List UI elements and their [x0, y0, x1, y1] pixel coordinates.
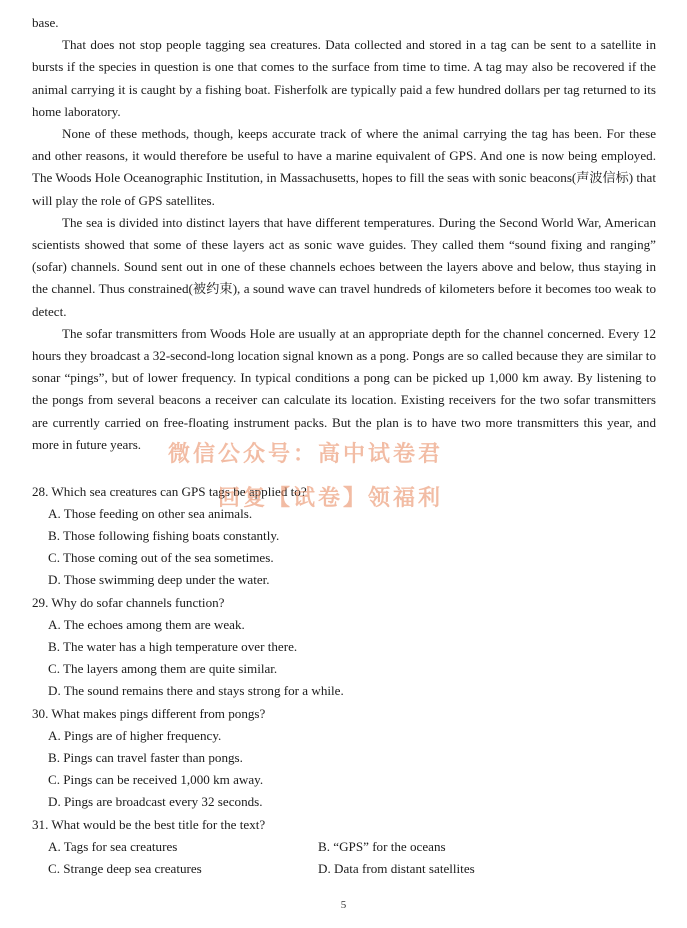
- question-31-option-b: B. “GPS” for the oceans: [318, 839, 446, 854]
- question-29-stem: 29. Why do sofar channels function?: [32, 595, 225, 610]
- question-30-stem: 30. What makes pings different from pongs?: [32, 706, 266, 721]
- question-30-option-c: C. Pings can be received 1,000 km away.: [48, 772, 264, 787]
- question-28-option-d: D. Those swimming deep under the water.: [48, 572, 270, 587]
- reading-passage: [32, 12, 656, 456]
- question-30-option-a: A. Pings are of higher frequency.: [48, 728, 222, 743]
- watermark-line-1: 微信公众号：高中试卷君: [168, 442, 444, 467]
- question-31-option-a: A. Tags for sea creatures: [48, 839, 178, 854]
- passage-paragraph: That does not stop people tagging sea creatures. Data collected and stored in a tag can be sent to a satellite in bursts if the species in question is one that comes to the surface from time to time. A tag may also be recovered if the animal carrying it is caught by a fishing boat. Fisherfolk are typically paid a few hundred dollars per tag returned to its home laboratory.: [32, 37, 656, 119]
- question-29-option-b: B. The water has a high temperature over there.: [48, 639, 298, 654]
- question-29-option-c: C. The layers among them are quite similar.: [48, 661, 278, 676]
- question-28-stem: 28. Which sea creatures can GPS tags be applied to?: [32, 484, 307, 499]
- passage-paragraph: The sea is divided into distinct layers that have different temperatures. During the Second World War, American scientists showed that some of these layers act as sonic wave guides. They called them “sound fixing and ranging” (sofar) channels. Sound sent out in one of these channels echoes between the layers above and below, thus staying in the channel. Thus constrained(被约束), a sound wave can travel hundreds of kilometers before it becomes too weak to detect.: [32, 214, 656, 319]
- question-28-option-c: C. Those coming out of the sea sometimes.: [48, 550, 274, 565]
- passage-paragraph: The sofar transmitters from Woods Hole are usually at an appropriate depth for the channel concerned. Every 12 hours they broadcast a 32-second-long location signal known as a pong. Pongs are so called because they are similar to sonar “pings”, but of lower frequency. In typical conditions a pong can be picked up 1,000 km away. By listening to the pongs from several beacons a receiver can calculate its location. Existing receivers for the two sofar transmitters are currently carried on free-floating instrument packs. But the plan is to have two more transmitters this year, and more in future years.: [32, 325, 656, 452]
- question-31-option-d: D. Data from distant satellites: [318, 861, 475, 876]
- question-28-option-b: B. Those following fishing boats constantly.: [48, 528, 280, 543]
- question-31-stem: 31. What would be the best title for the text?: [32, 817, 266, 832]
- passage-paragraph: None of these methods, though, keeps accurate track of where the animal carrying the tag has been. For these and other reasons, it would therefore be useful to have a marine equivalent of GPS. And one is now being employed. The Woods Hole Oceanographic Institution, in Massachusetts, hopes to fill the seas with sonic beacons(声波信标) that will play the role of GPS satellites.: [32, 126, 656, 208]
- question-29-option-d: D. The sound remains there and stays strong for a while.: [48, 683, 344, 698]
- question-31-option-c: C. Strange deep sea creatures: [48, 861, 202, 876]
- page-number: 5: [340, 899, 347, 911]
- watermark-line-2: 回复【试卷】领福利: [218, 486, 444, 511]
- question-28-option-a: A. Those feeding on other sea animals.: [48, 506, 253, 521]
- question-30-option-d: D. Pings are broadcast every 32 seconds.: [48, 794, 263, 809]
- question-30-option-b: B. Pings can travel faster than pongs.: [48, 750, 243, 765]
- question-29-option-a: A. The echoes among them are weak.: [48, 617, 245, 632]
- passage-paragraph: base.: [32, 15, 59, 30]
